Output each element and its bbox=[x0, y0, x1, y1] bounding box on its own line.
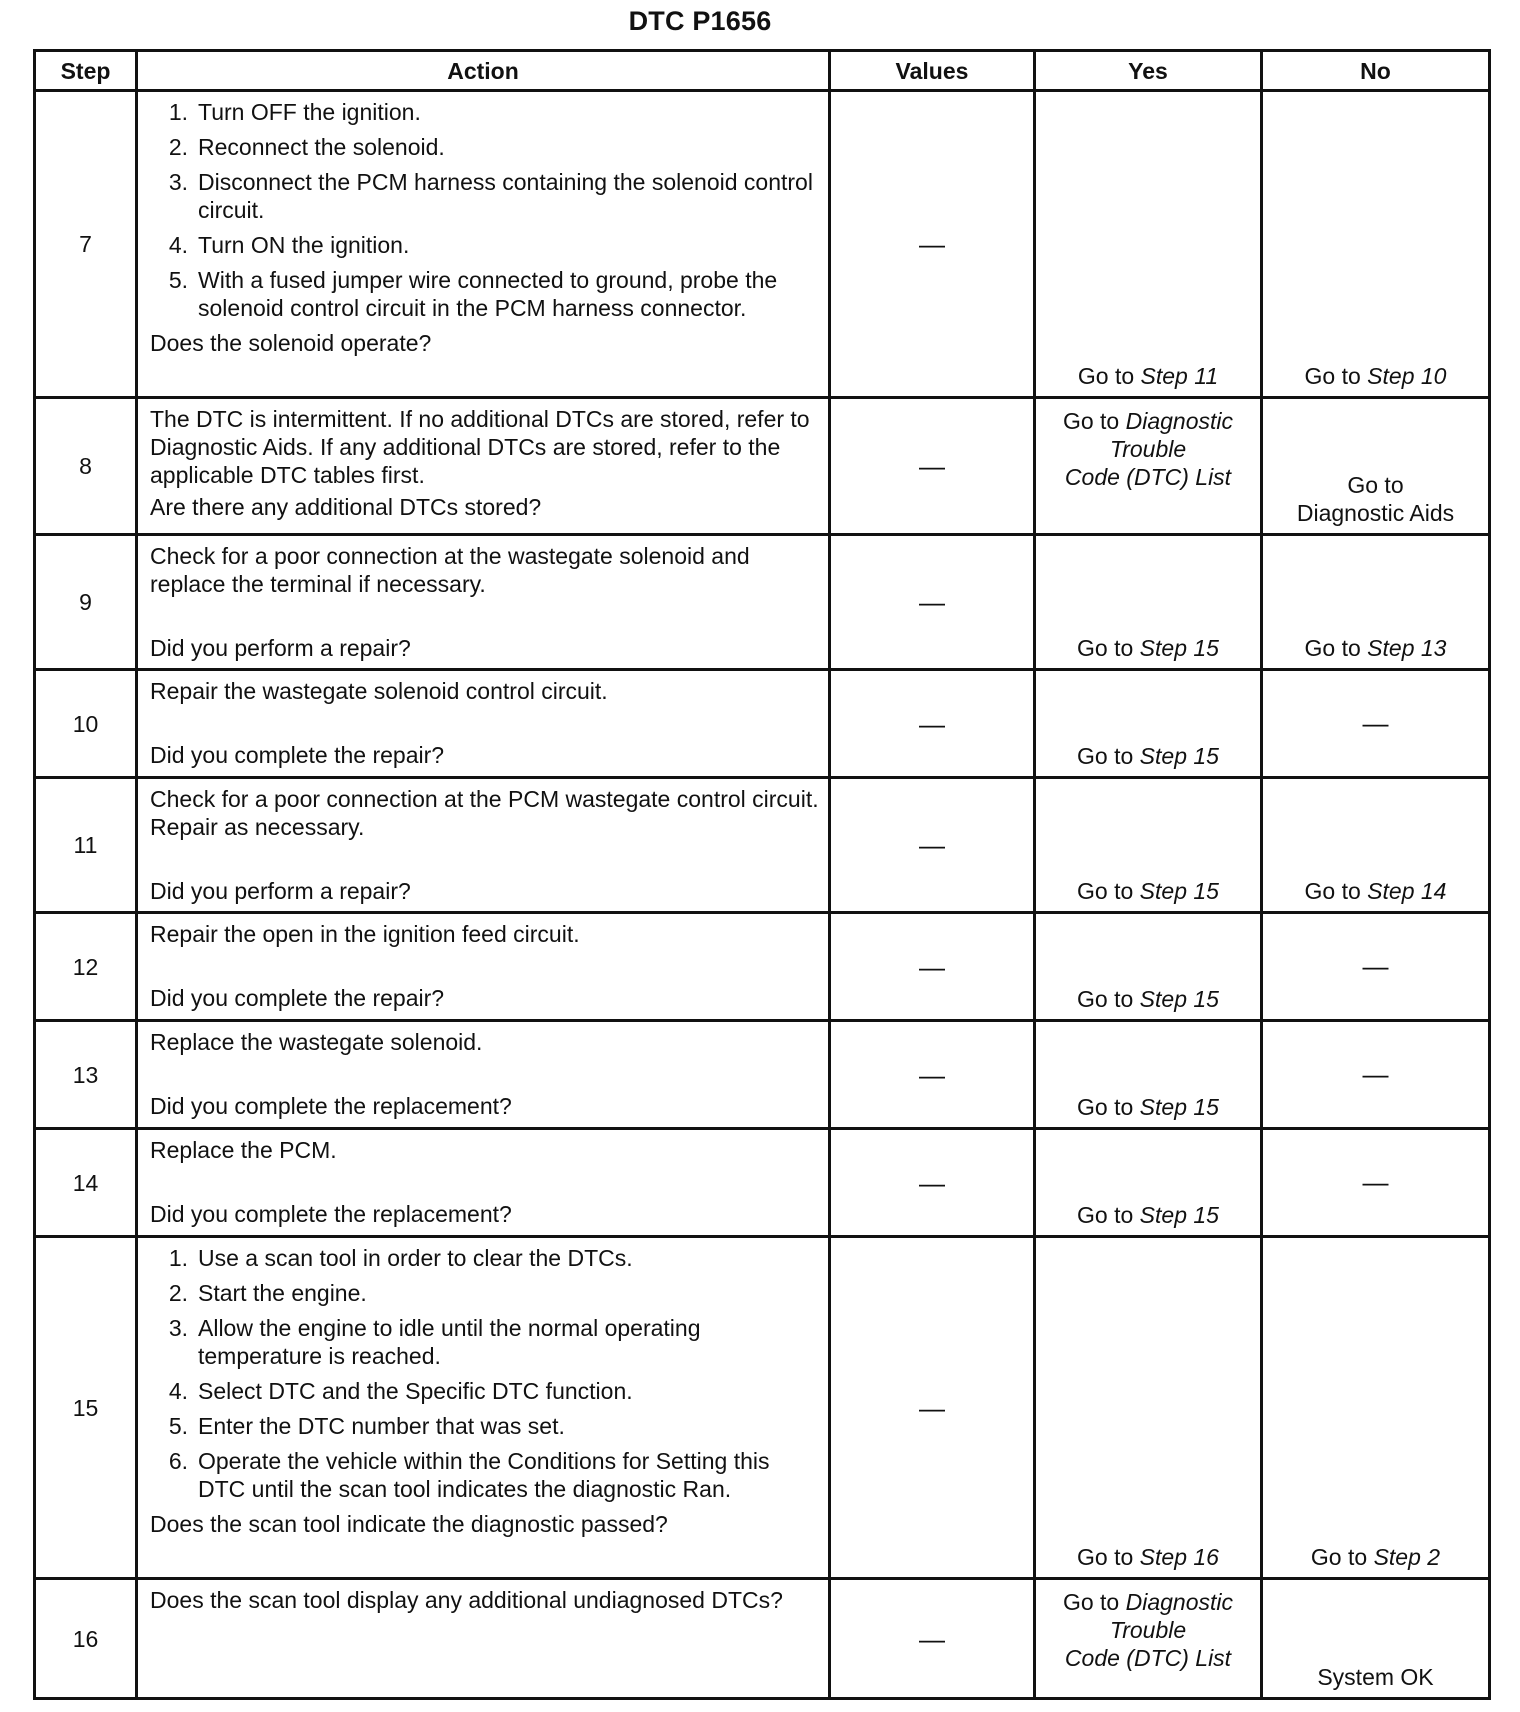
yes-target: Step 11 bbox=[1140, 363, 1219, 389]
action-question: Did you complete the repair? bbox=[150, 742, 445, 768]
action-cell bbox=[137, 535, 830, 670]
action-cell bbox=[137, 1237, 830, 1579]
action-text: Replace the PCM. bbox=[150, 1137, 337, 1163]
table-row bbox=[35, 670, 1490, 778]
step-number: 16 bbox=[35, 1579, 137, 1699]
list-item: 4. Turn ON the ignition. bbox=[168, 232, 410, 258]
step-number: 15 bbox=[35, 1237, 137, 1579]
values-cell: — bbox=[830, 1021, 1035, 1129]
yes-target: Step 15 bbox=[1139, 1094, 1219, 1120]
no-cell: Go to Step 2 bbox=[1262, 1237, 1490, 1579]
list-item: 5. Enter the DTC number that was set. bbox=[168, 1413, 565, 1439]
table-row bbox=[35, 778, 1490, 913]
list-item: 1. Use a scan tool in order to clear the DTCs. bbox=[168, 1245, 633, 1271]
step-number: 14 bbox=[35, 1129, 137, 1237]
list-item: 3. Allow the engine to idle until the normal operating temperature is reached. bbox=[168, 1315, 701, 1369]
list-item: 4. Select DTC and the Specific DTC function. bbox=[168, 1378, 633, 1404]
action-cell bbox=[137, 398, 830, 535]
table-row bbox=[35, 535, 1490, 670]
no-cell: — bbox=[1262, 913, 1490, 1021]
values-cell: — bbox=[830, 1129, 1035, 1237]
values-cell: — bbox=[830, 913, 1035, 1021]
step-number: 7 bbox=[35, 91, 137, 398]
action-question: Did you complete the replacement? bbox=[150, 1093, 512, 1119]
table-row bbox=[35, 1021, 1490, 1129]
yes-target: Step 16 bbox=[1139, 1544, 1219, 1570]
yes-cell: Go to Step 15 bbox=[1035, 1021, 1262, 1129]
list-item: 1. Turn OFF the ignition. bbox=[168, 99, 421, 125]
action-question: Does the scan tool display any additional undiagnosed DTCs? bbox=[150, 1587, 783, 1613]
table-row bbox=[35, 1237, 1490, 1579]
values-cell: — bbox=[830, 91, 1035, 398]
values-cell: — bbox=[830, 1237, 1035, 1579]
no-target: Step 10 bbox=[1367, 363, 1447, 389]
no-cell: — bbox=[1262, 1021, 1490, 1129]
action-question: Did you complete the replacement? bbox=[150, 1201, 512, 1227]
action-steps bbox=[150, 1244, 820, 1503]
action-cell bbox=[137, 778, 830, 913]
list-item: 2. Start the engine. bbox=[168, 1280, 367, 1306]
values-cell: — bbox=[830, 398, 1035, 535]
step-number: 9 bbox=[35, 535, 137, 670]
action-cell bbox=[137, 913, 830, 1021]
header-step: Step bbox=[35, 51, 137, 91]
step-number: 11 bbox=[35, 778, 137, 913]
values-cell: — bbox=[830, 778, 1035, 913]
table-row bbox=[35, 913, 1490, 1021]
action-question: Does the solenoid operate? bbox=[150, 330, 432, 356]
yes-cell: Go to Diagnostic Trouble Code (DTC) List bbox=[1035, 398, 1262, 535]
no-cell: — bbox=[1262, 670, 1490, 778]
step-number: 10 bbox=[35, 670, 137, 778]
yes-cell: Go to Step 15 bbox=[1035, 778, 1262, 913]
action-cell bbox=[137, 1129, 830, 1237]
yes-cell: Go to Step 11 bbox=[1035, 91, 1262, 398]
yes-target: Step 15 bbox=[1139, 743, 1219, 769]
header-action: Action bbox=[137, 51, 830, 91]
yes-cell: Go to Step 15 bbox=[1035, 1129, 1262, 1237]
no-cell: System OK bbox=[1262, 1579, 1490, 1699]
header-yes: Yes bbox=[1035, 51, 1262, 91]
header-row bbox=[35, 51, 1490, 91]
values-cell: — bbox=[830, 670, 1035, 778]
action-cell bbox=[137, 670, 830, 778]
action-question: Does the scan tool indicate the diagnostic passed? bbox=[150, 1511, 668, 1537]
action-text: The DTC is intermittent. If no additional DTCs are stored, refer to Diagnostic Aids. If any additional DTCs are stored, refer to the applicable DTC tables first. bbox=[150, 406, 810, 488]
yes-cell: Go to Diagnostic Trouble Code (DTC) List bbox=[1035, 1579, 1262, 1699]
table-row bbox=[35, 398, 1490, 535]
no-cell: Go to Step 13 bbox=[1262, 535, 1490, 670]
no-cell: Go to Diagnostic Aids bbox=[1262, 398, 1490, 535]
list-item: 2. Reconnect the solenoid. bbox=[168, 134, 445, 160]
list-item: 3. Disconnect the PCM harness containing the solenoid control circuit. bbox=[168, 169, 813, 223]
action-question: Did you complete the repair? bbox=[150, 985, 445, 1011]
action-steps bbox=[150, 98, 820, 322]
step-number: 8 bbox=[35, 398, 137, 535]
action-text: Repair the open in the ignition feed circuit. bbox=[150, 921, 580, 947]
no-target: Step 13 bbox=[1367, 635, 1447, 661]
yes-target: Step 15 bbox=[1139, 878, 1219, 904]
values-cell: — bbox=[830, 535, 1035, 670]
page-title: DTC P1656 bbox=[628, 6, 772, 36]
action-text: Check for a poor connection at the wastegate solenoid and replace the terminal if necessary. bbox=[150, 543, 750, 597]
step-number: 13 bbox=[35, 1021, 137, 1129]
yes-cell: Go to Step 15 bbox=[1035, 670, 1262, 778]
yes-target: Step 15 bbox=[1139, 635, 1219, 661]
action-cell bbox=[137, 1579, 830, 1699]
yes-target: Step 15 bbox=[1139, 986, 1219, 1012]
action-question: Did you perform a repair? bbox=[150, 635, 411, 661]
no-cell: — bbox=[1262, 1129, 1490, 1237]
action-text: Repair the wastegate solenoid control circuit. bbox=[150, 678, 608, 704]
action-text: Check for a poor connection at the PCM wastegate control circuit. Repair as necessary. bbox=[150, 786, 819, 840]
action-cell bbox=[137, 1021, 830, 1129]
list-item: 6. Operate the vehicle within the Conditions for Setting this DTC until the scan tool indicates the diagnostic Ran. bbox=[168, 1448, 770, 1502]
action-question: Did you perform a repair? bbox=[150, 878, 411, 904]
table-row bbox=[35, 1129, 1490, 1237]
dtc-table bbox=[33, 49, 1491, 1700]
yes-target: Step 15 bbox=[1139, 1202, 1219, 1228]
no-cell: Go to Step 14 bbox=[1262, 778, 1490, 913]
yes-cell: Go to Step 15 bbox=[1035, 913, 1262, 1021]
action-text: Replace the wastegate solenoid. bbox=[150, 1029, 483, 1055]
header-no: No bbox=[1262, 51, 1490, 91]
header-values: Values bbox=[830, 51, 1035, 91]
action-cell bbox=[137, 91, 830, 398]
action-question: Are there any additional DTCs stored? bbox=[150, 494, 542, 520]
table-row bbox=[35, 91, 1490, 398]
yes-cell: Go to Step 15 bbox=[1035, 535, 1262, 670]
step-number: 12 bbox=[35, 913, 137, 1021]
values-cell: — bbox=[830, 1579, 1035, 1699]
no-target: Step 2 bbox=[1373, 1544, 1441, 1570]
list-item: 5. With a fused jumper wire connected to ground, probe the solenoid control circuit in the PCM harness connector. bbox=[168, 267, 778, 321]
table-row bbox=[35, 1579, 1490, 1699]
no-target: Step 14 bbox=[1367, 878, 1447, 904]
yes-cell: Go to Step 16 bbox=[1035, 1237, 1262, 1579]
no-cell: Go to Step 10 bbox=[1262, 91, 1490, 398]
